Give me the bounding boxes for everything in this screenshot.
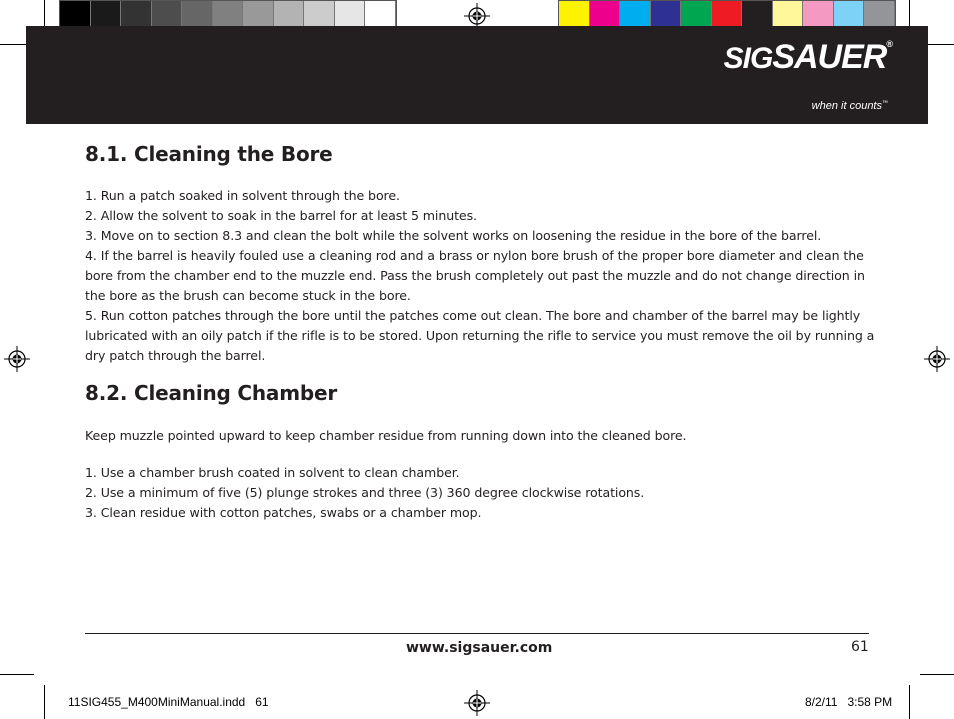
footer-website-url: www.sigsauer.com	[406, 640, 553, 656]
list-item: 4. If the barrel is heavily fouled use a cleaning rod and a brass or nylon bore brush of the proper bore diameter and clean the bore from the chamber end to the muzzle end. Pass the brush completely out past the muzzle and do not change direction in the bore as the brush can become stuck in the bore.	[85, 248, 865, 303]
list-item: 2. Use a minimum of five (5) plunge strokes and three (3) 360 degree clockwise rotations.	[85, 485, 645, 500]
crop-mark	[920, 674, 954, 675]
bore-cleaning-steps	[85, 186, 875, 366]
registration-mark-icon	[924, 346, 950, 372]
logo-tagline	[812, 100, 888, 112]
list-item: 2. Allow the solvent to soak in the barrel for at least 5 minutes.	[85, 208, 477, 223]
section-title-cleaning-bore: 8.1. Cleaning the Bore	[85, 142, 333, 166]
print-slug-timestamp: 8/2/11 3:58 PM	[805, 695, 893, 709]
list-item: 3. Clean residue with cotton patches, swabs or a chamber mop.	[85, 505, 482, 520]
print-slug-filename: 11SIG455_M400MiniManual.indd 61	[68, 695, 269, 709]
logo-trademark: ™	[882, 100, 888, 107]
chamber-cleaning-steps	[85, 463, 875, 523]
crop-mark	[44, 685, 45, 719]
registration-mark-icon	[4, 346, 30, 372]
page-content	[85, 138, 875, 523]
crop-mark	[909, 685, 910, 719]
footer-divider	[85, 633, 869, 634]
section-title-cleaning-chamber: 8.2. Cleaning Chamber	[85, 381, 337, 405]
logo-tagline-text: when it counts	[811, 100, 882, 112]
page-number: 61	[851, 639, 869, 655]
chamber-intro-text: Keep muzzle pointed upward to keep chamber residue from running down into the cleaned bore.	[85, 428, 687, 443]
logo-sig-text: SIG	[723, 42, 773, 75]
list-item: 3. Move on to section 8.3 and clean the bolt while the solvent works on loosening the residue in the bore of the barrel.	[85, 228, 822, 243]
logo-sauer-text: SAUER	[772, 38, 887, 76]
crop-mark	[0, 674, 34, 675]
list-item: 1. Run a patch soaked in solvent through the bore.	[85, 188, 400, 203]
list-item: 5. Run cotton patches through the bore until the patches come out clean. The bore and chamber of the barrel may be lightly lubricated with an oily patch if the rifle is to be stored. Upon returning the rifle to service you must remove the oil by running a dry patch through the barrel.	[85, 308, 875, 363]
logo-registered-mark: ®	[886, 39, 892, 49]
list-item: 1. Use a chamber brush coated in solvent to clean chamber.	[85, 465, 460, 480]
registration-mark-icon	[464, 690, 490, 716]
sig-sauer-logo	[724, 40, 892, 74]
